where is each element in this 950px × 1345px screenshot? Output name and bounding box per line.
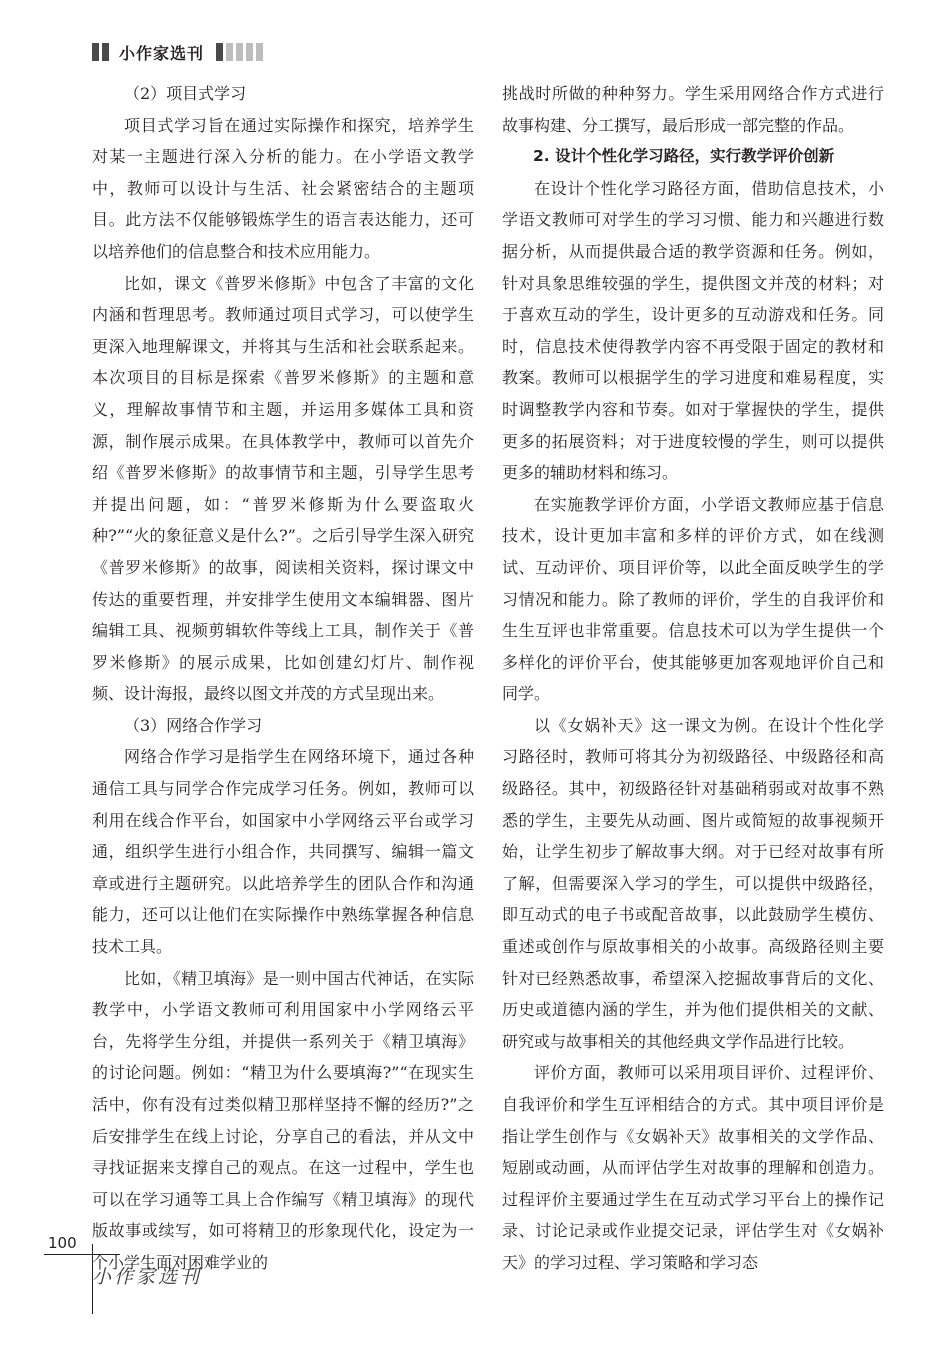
header-bar-mark bbox=[216, 43, 223, 61]
header-bar-mark bbox=[92, 43, 99, 61]
paragraph: 在实施教学评价方面，小学语文教师应基于信息技术，设计更加丰富和多样的评价方式，如在线测试、互动评价、项目评价等，以此全面反映学生的学习情况和能力。除了教师的评价，学生的自我评价和生生互评也非常重要。信息技术可以为学生提供一个多样化的评价平台，使其能够更加客观地评价自己和同学。 bbox=[502, 494, 884, 704]
paragraph: 评价方面，教师可以采用项目评价、过程评价、自我评价和学生互评相结合的方式。其中项目评价是指让学生创作与《女娲补天》故事相关的文学作品、短剧或动画，从而评估学生对故事的理解和创造力。过程评价主要通过学生在互动式学习平台上的操作记录、讨论记录或作业提交记录，评估学生对《女娲补天》的学习过程、学习策略和学习态 bbox=[502, 1063, 884, 1272]
header-bar-mark bbox=[102, 43, 109, 61]
paragraph: 以《女娲补天》这一课文为例。在设计个性化学习路径时，教师可将其分为初级路径、中级路径和高级路径。其中，初级路径针对基础稍弱或对故事不熟悉的学生，主要先从动画、图片或简短的故事视频开始，让学生初步了解故事大纲。对于已经对故事有所了解，但需要深入学习的学生，可以提供中级路径，即互动式的电子书或配音故事，以此鼓励学生模仿、重述或创作与原故事相关的小故事。高级路径则主要针对已经熟悉故事，希望深入挖掘故事背后的文化、历史或道德内涵的学生，并为他们提供相关的文献、研究或与故事相关的其他经典文学作品进行比较。 bbox=[502, 715, 884, 1051]
footer-logo: 小作家选刊 bbox=[92, 1266, 203, 1288]
subsection-heading: （2）项目式学习 bbox=[124, 84, 247, 103]
header-bar-mark bbox=[246, 43, 253, 61]
right-column bbox=[502, 78, 884, 1279]
paragraph: 比如，《精卫填海》是一则中国古代神话，在实际教学中，小学语文教师可利用国家中小学网络云平台，先将学生分组，并提供一系列关于《精卫填海》的讨论问题。例如：“精卫为什么要填海?”“在现实生活中，你有没有过类似精卫那样坚持不懈的经历?”之后安排学生在线上讨论，分享自己的看法，并从文中寻找证据来支撑自己的观点。在这一过程中，学生也可以在学习通等工具上合作编写《精卫填海》的现代版故事或续写，如可将精卫的形象现代化，设定为一个小学生面对困难学业的 bbox=[92, 968, 474, 1272]
header-bar-mark bbox=[236, 43, 243, 61]
header-bar-mark bbox=[256, 43, 263, 61]
paragraph: 网络合作学习是指学生在网络环境下，通过各种通信工具与同学合作完成学习任务。例如，教师可以利用在线合作平台，如国家中小学网络云平台或学习通，组织学生进行小组合作，共同撰写、编辑一篇文章或进行主题研究。以此培养学生的团队合作和沟通能力，还可以让他们在实际操作中熟练掌握各种信息技术工具。 bbox=[92, 747, 474, 957]
journal-title: 小作家选刊 bbox=[119, 43, 205, 63]
paragraph: 在设计个性化学习路径方面，借助信息技术，小学语文教师可对学生的学习习惯、能力和兴趣进行数据分析，从而提供最合适的教学资源和任务。例如，针对具象思维较强的学生，提供图文并茂的材料；对于喜欢互动的学生，设计更多的互动游戏和任务。同时，信息技术使得教学内容不再受限于固定的教材和教案。教师可以根据学生的学习进度和难易程度，实时调整教学内容和节奏。如对于掌握快的学生，提供更多的拓展资料；对于进度较慢的学生，则可以提供更多的辅助材料和练习。 bbox=[502, 178, 884, 483]
left-column bbox=[92, 78, 474, 1279]
section-heading: 2. 设计个性化学习路径，实行教学评价创新 bbox=[533, 147, 835, 166]
running-header bbox=[92, 40, 266, 64]
page-number-rule bbox=[44, 1254, 120, 1255]
header-bar-mark bbox=[226, 43, 233, 61]
paragraph: 项目式学习旨在通过实际操作和探究，培养学生对某一主题进行深入分析的能力。在小学语文教学中，教师可以设计与生活、社会紧密结合的主题项目。此方法不仅能够锻炼学生的语言表达能力，还可以培养他们的信息整合和技术应用能力。 bbox=[92, 115, 474, 261]
page-number: 100 bbox=[48, 1234, 77, 1252]
paragraph-continuation: 挑战时所做的种种努力。学生采用网络合作方式进行故事构建、分工撰写，最后形成一部完整的作品。 bbox=[502, 84, 884, 135]
paragraph: 比如，课文《普罗米修斯》中包含了丰富的文化内涵和哲理思考。教师通过项目式学习，可以使学生更深入地理解课文，并将其与生活和社会联系起来。本次项目的目标是探索《普罗米修斯》的主题和意义，理解故事情节和主题，并运用多媒体工具和资源，制作展示成果。在具体教学中，教师可以首先介绍《普罗米修斯》的故事情节和主题，引导学生思考并提出问题，如：“普罗米修斯为什么要盗取火种?”“火的象征意义是什么?”。之后引导学生深入研究《普罗米修斯》的故事，阅读相关资料，探讨课文中传达的重要哲理，并安排学生使用文本编辑器、图片编辑工具、视频剪辑软件等线上工具，制作关于《普罗米修斯》的展示成果，比如创建幻灯片、制作视频、设计海报，最终以图文并茂的方式呈现出来。 bbox=[92, 273, 474, 704]
subsection-heading: （3）网络合作学习 bbox=[124, 715, 263, 735]
